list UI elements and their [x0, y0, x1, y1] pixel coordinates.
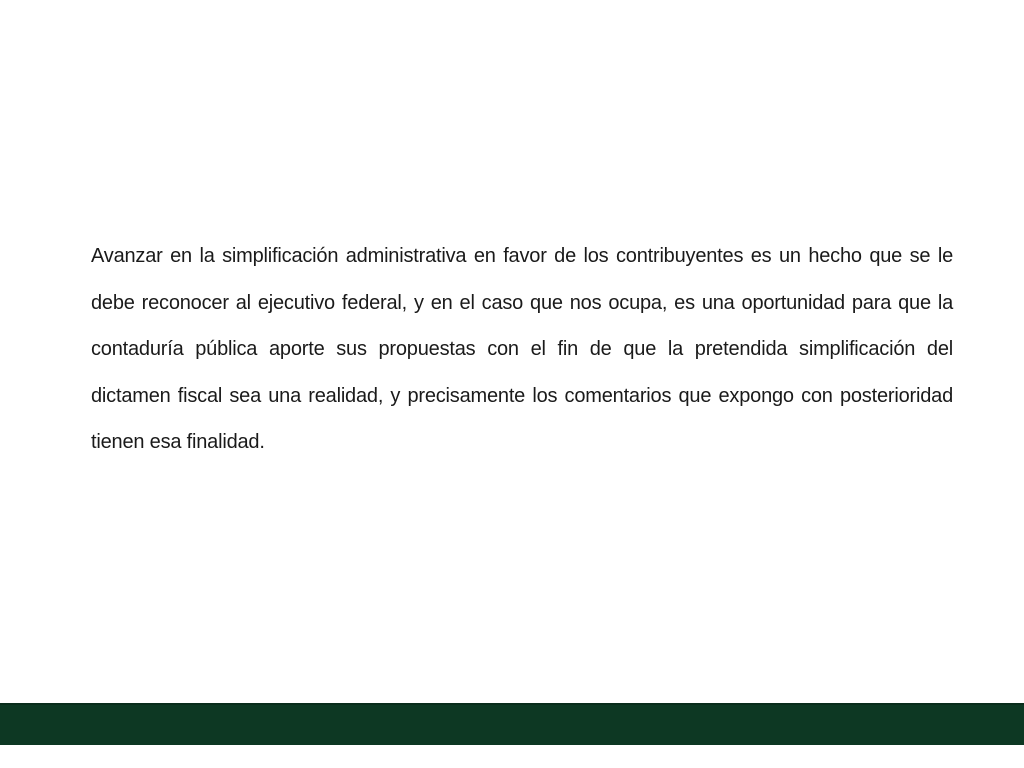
slide-body-paragraph: Avanzar en la simplificación administrativa en favor de los contribuyentes es un hecho que se le debe reconocer al ejecutivo federal, y en el caso que nos ocupa, es una oportunidad para que la contaduría pública aporte sus propuestas con el fin de que la pretendida simplificación del dictamen fiscal sea una realidad, y precisamente los comentarios que expongo con posterioridad tienen esa finalidad.	[91, 245, 953, 453]
footer-bar	[0, 703, 1024, 745]
